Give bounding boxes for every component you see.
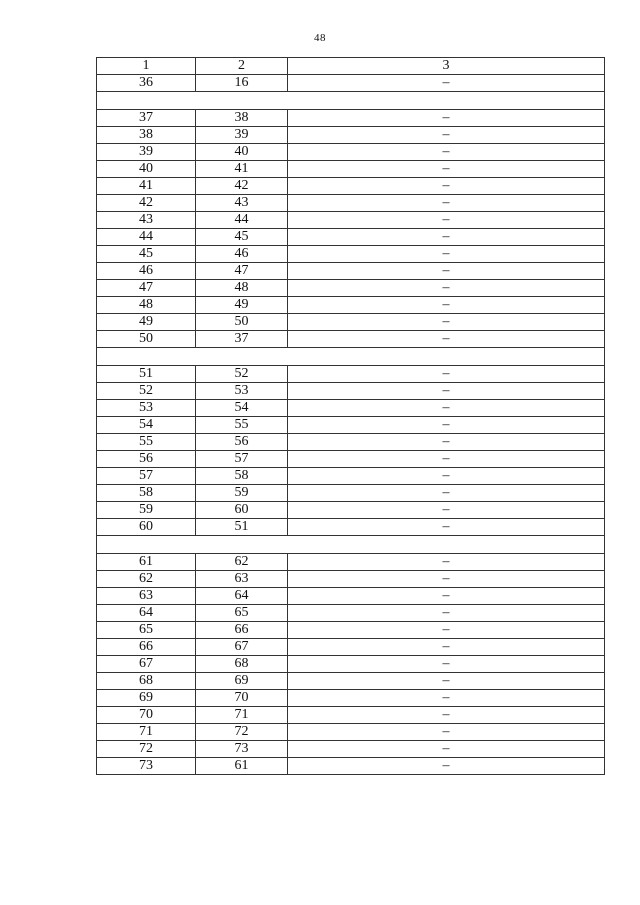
table-cell-col2: 55 bbox=[196, 417, 288, 434]
table-row bbox=[97, 554, 605, 571]
table-cell-col2: 54 bbox=[196, 400, 288, 417]
page-number: 48 bbox=[314, 32, 326, 44]
table-header-row bbox=[97, 58, 605, 75]
table-row bbox=[97, 161, 605, 178]
table-cell-col3: – bbox=[288, 212, 605, 229]
table-cell-col2: 61 bbox=[196, 758, 288, 775]
table-cell-col1: 61 bbox=[97, 554, 196, 571]
table-row bbox=[97, 212, 605, 229]
table-cell-col1: 38 bbox=[97, 127, 196, 144]
table-cell-col2: 52 bbox=[196, 366, 288, 383]
table-cell-col2: 67 bbox=[196, 639, 288, 656]
table-cell-col1: 66 bbox=[97, 639, 196, 656]
table-row bbox=[97, 280, 605, 297]
table-cell-col2: 45 bbox=[196, 229, 288, 246]
table-cell-col1: 41 bbox=[97, 178, 196, 195]
table-row bbox=[97, 741, 605, 758]
table-cell-col2: 41 bbox=[196, 161, 288, 178]
table-cell-col3: – bbox=[288, 246, 605, 263]
table-cell-col1: 56 bbox=[97, 451, 196, 468]
table-cell-col2: 56 bbox=[196, 434, 288, 451]
table-cell-col3: – bbox=[288, 502, 605, 519]
table-cell-col1: 40 bbox=[97, 161, 196, 178]
table-row bbox=[97, 622, 605, 639]
table-row bbox=[97, 400, 605, 417]
table-row bbox=[97, 178, 605, 195]
table-cell-col3: – bbox=[288, 724, 605, 741]
table-cell-col3: – bbox=[288, 588, 605, 605]
table-row bbox=[97, 263, 605, 280]
table-row bbox=[97, 656, 605, 673]
table-cell-col3: – bbox=[288, 144, 605, 161]
table-cell-col1: 52 bbox=[97, 383, 196, 400]
table-cell-col3: – bbox=[288, 554, 605, 571]
table-cell-col2: 51 bbox=[196, 519, 288, 536]
column-header-2: 2 bbox=[196, 58, 288, 75]
table-cell-col2: 68 bbox=[196, 656, 288, 673]
table-cell-col2: 59 bbox=[196, 485, 288, 502]
table-cell-col1: 43 bbox=[97, 212, 196, 229]
table-cell-col2: 42 bbox=[196, 178, 288, 195]
table-cell-col2: 73 bbox=[196, 741, 288, 758]
table-cell-col1: 44 bbox=[97, 229, 196, 246]
group-separator-row bbox=[97, 348, 605, 366]
table-cell-col1: 55 bbox=[97, 434, 196, 451]
table-cell-col3: – bbox=[288, 263, 605, 280]
table-cell-col3: – bbox=[288, 434, 605, 451]
table-row bbox=[97, 229, 605, 246]
table-row bbox=[97, 502, 605, 519]
table-row bbox=[97, 144, 605, 161]
table-row bbox=[97, 758, 605, 775]
table-cell-col3: – bbox=[288, 297, 605, 314]
column-header-3: 3 bbox=[288, 58, 605, 75]
table-row bbox=[97, 331, 605, 348]
table-cell-col1: 36 bbox=[97, 75, 196, 92]
table-cell-col3: – bbox=[288, 195, 605, 212]
table-cell-col1: 57 bbox=[97, 468, 196, 485]
table-cell-col1: 72 bbox=[97, 741, 196, 758]
table-row bbox=[97, 417, 605, 434]
table-cell-col2: 43 bbox=[196, 195, 288, 212]
table-cell-col3: – bbox=[288, 178, 605, 195]
table-row bbox=[97, 246, 605, 263]
group-separator-cell bbox=[97, 536, 605, 554]
table-cell-col2: 62 bbox=[196, 554, 288, 571]
table-row bbox=[97, 75, 605, 92]
table-row bbox=[97, 195, 605, 212]
table-cell-col3: – bbox=[288, 417, 605, 434]
table-cell-col1: 49 bbox=[97, 314, 196, 331]
table-cell-col2: 50 bbox=[196, 314, 288, 331]
table-cell-col1: 73 bbox=[97, 758, 196, 775]
table-cell-col1: 71 bbox=[97, 724, 196, 741]
table-cell-col3: – bbox=[288, 331, 605, 348]
table-cell-col2: 46 bbox=[196, 246, 288, 263]
table-cell-col3: – bbox=[288, 519, 605, 536]
table-cell-col1: 70 bbox=[97, 707, 196, 724]
table-cell-col2: 53 bbox=[196, 383, 288, 400]
table-cell-col2: 60 bbox=[196, 502, 288, 519]
table-cell-col3: – bbox=[288, 280, 605, 297]
table-row bbox=[97, 434, 605, 451]
table-cell-col2: 64 bbox=[196, 588, 288, 605]
table-cell-col1: 42 bbox=[97, 195, 196, 212]
table-cell-col3: – bbox=[288, 110, 605, 127]
table-cell-col1: 58 bbox=[97, 485, 196, 502]
table-cell-col1: 45 bbox=[97, 246, 196, 263]
table-row bbox=[97, 383, 605, 400]
table-cell-col2: 49 bbox=[196, 297, 288, 314]
data-table bbox=[96, 57, 605, 775]
table-cell-col2: 71 bbox=[196, 707, 288, 724]
table-row bbox=[97, 588, 605, 605]
table-cell-col2: 40 bbox=[196, 144, 288, 161]
table-cell-col2: 70 bbox=[196, 690, 288, 707]
table-cell-col1: 63 bbox=[97, 588, 196, 605]
table-row bbox=[97, 673, 605, 690]
table-cell-col1: 69 bbox=[97, 690, 196, 707]
group-separator-cell bbox=[97, 348, 605, 366]
table-cell-col1: 46 bbox=[97, 263, 196, 280]
table-cell-col1: 53 bbox=[97, 400, 196, 417]
table-cell-col3: – bbox=[288, 127, 605, 144]
table-cell-col3: – bbox=[288, 366, 605, 383]
table-cell-col2: 65 bbox=[196, 605, 288, 622]
table-cell-col3: – bbox=[288, 639, 605, 656]
table-cell-col3: – bbox=[288, 75, 605, 92]
table-row bbox=[97, 724, 605, 741]
table-row bbox=[97, 314, 605, 331]
table-cell-col3: – bbox=[288, 758, 605, 775]
group-separator-row bbox=[97, 92, 605, 110]
table-cell-col3: – bbox=[288, 673, 605, 690]
table-cell-col2: 57 bbox=[196, 451, 288, 468]
table-row bbox=[97, 468, 605, 485]
table-cell-col3: – bbox=[288, 383, 605, 400]
table-cell-col2: 69 bbox=[196, 673, 288, 690]
table-cell-col1: 59 bbox=[97, 502, 196, 519]
table-cell-col3: – bbox=[288, 707, 605, 724]
table-cell-col3: – bbox=[288, 690, 605, 707]
table-cell-col1: 67 bbox=[97, 656, 196, 673]
table-cell-col3: – bbox=[288, 622, 605, 639]
table-cell-col1: 48 bbox=[97, 297, 196, 314]
table-cell-col3: – bbox=[288, 605, 605, 622]
table-row bbox=[97, 690, 605, 707]
table-cell-col1: 37 bbox=[97, 110, 196, 127]
table-cell-col2: 37 bbox=[196, 331, 288, 348]
table-cell-col2: 44 bbox=[196, 212, 288, 229]
table-cell-col1: 50 bbox=[97, 331, 196, 348]
table-row bbox=[97, 519, 605, 536]
table-cell-col3: – bbox=[288, 571, 605, 588]
table-cell-col3: – bbox=[288, 485, 605, 502]
table-row bbox=[97, 639, 605, 656]
table-row bbox=[97, 707, 605, 724]
table-cell-col2: 47 bbox=[196, 263, 288, 280]
table-cell-col1: 60 bbox=[97, 519, 196, 536]
table-cell-col3: – bbox=[288, 229, 605, 246]
table-cell-col1: 51 bbox=[97, 366, 196, 383]
table-cell-col3: – bbox=[288, 656, 605, 673]
table-row bbox=[97, 485, 605, 502]
table-cell-col3: – bbox=[288, 468, 605, 485]
group-separator-cell bbox=[97, 92, 605, 110]
table-cell-col3: – bbox=[288, 451, 605, 468]
table-row bbox=[97, 110, 605, 127]
table-cell-col3: – bbox=[288, 161, 605, 178]
table-cell-col3: – bbox=[288, 314, 605, 331]
table-cell-col2: 38 bbox=[196, 110, 288, 127]
table-cell-col1: 62 bbox=[97, 571, 196, 588]
table-cell-col2: 66 bbox=[196, 622, 288, 639]
table-cell-col2: 48 bbox=[196, 280, 288, 297]
table-cell-col1: 39 bbox=[97, 144, 196, 161]
table-cell-col2: 58 bbox=[196, 468, 288, 485]
table-cell-col2: 16 bbox=[196, 75, 288, 92]
table-row bbox=[97, 127, 605, 144]
table-cell-col1: 64 bbox=[97, 605, 196, 622]
table-cell-col2: 72 bbox=[196, 724, 288, 741]
table-cell-col3: – bbox=[288, 400, 605, 417]
table-cell-col3: – bbox=[288, 741, 605, 758]
table-body bbox=[97, 75, 605, 775]
table-cell-col1: 65 bbox=[97, 622, 196, 639]
table-cell-col1: 68 bbox=[97, 673, 196, 690]
column-header-1: 1 bbox=[97, 58, 196, 75]
table-cell-col1: 54 bbox=[97, 417, 196, 434]
table-row bbox=[97, 366, 605, 383]
table-cell-col1: 47 bbox=[97, 280, 196, 297]
table-row bbox=[97, 451, 605, 468]
table-cell-col2: 39 bbox=[196, 127, 288, 144]
group-separator-row bbox=[97, 536, 605, 554]
table-row bbox=[97, 571, 605, 588]
table-row bbox=[97, 297, 605, 314]
table-cell-col2: 63 bbox=[196, 571, 288, 588]
table-row bbox=[97, 605, 605, 622]
